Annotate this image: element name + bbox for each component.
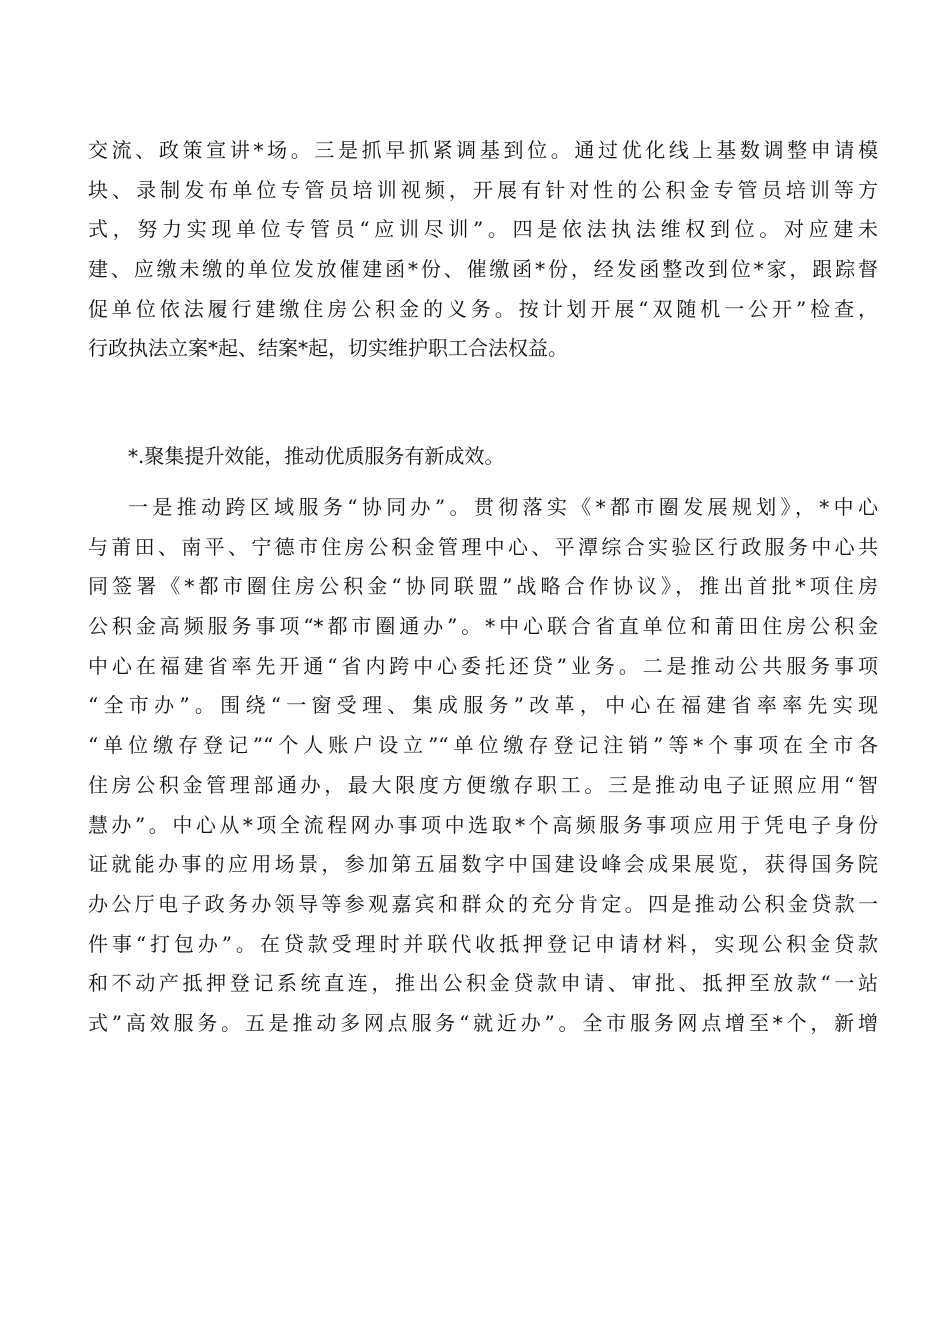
text-line: 交流、政策宣讲*场。三是抓早抓紧调基到位。通过优化线上基数调整申请模 xyxy=(88,138,878,162)
text-line: 建、应缴未缴的单位发放催建函*份、催缴函*份，经发函整改到位*家，跟踪督 xyxy=(88,257,878,282)
text-line: 一是推动跨区域服务“协同办”。贯彻落实《*都市圈发展规划》，*中心 xyxy=(128,495,878,519)
text-line: 办公厅电子政务办领导等参观嘉宾和群众的充分肯定。四是推动公积金贷款一 xyxy=(88,891,878,916)
text-line: 公积金高频服务事项“*都市圈通办”。*中心联合省直单位和莆田住房公积金 xyxy=(88,614,878,639)
text-line: “全市办”。围绕“一窗受理、集成服务”改革，中心在福建省率率先实现 xyxy=(88,693,878,718)
text-line: 和不动产抵押登记系统直连，推出公积金贷款申请、审批、抵押至放款“一站 xyxy=(88,971,878,996)
paragraph-1 xyxy=(88,131,878,369)
text-line: 式”高效服务。五是推动多网点服务“就近办”。全市服务网点增至*个，新增 xyxy=(88,1010,878,1035)
paragraph-3 xyxy=(88,488,878,1044)
text-line: 块、录制发布单位专管员培训视频，开展有针对性的公积金专管员培训等方 xyxy=(88,177,878,202)
text-line: “单位缴存登记”“个人账户设立”“单位缴存登记注销”等*个事项在全市各 xyxy=(88,733,878,758)
text-line: 住房公积金管理部通办，最大限度方便缴存职工。三是推动电子证照应用“智 xyxy=(88,772,878,797)
text-line: 证就能办事的应用场景，参加第五届数字中国建设峰会成果展览，获得国务院 xyxy=(88,852,878,877)
section-heading xyxy=(88,437,878,477)
text-line: 促单位依法履行建缴住房公积金的义务。按计划开展“双随机一公开”检查， xyxy=(88,296,878,321)
text-line: 件事“打包办”。在贷款受理时并联代收抵押登记申请材料，实现公积金贷款 xyxy=(88,931,878,956)
text-line: 式，努力实现单位专管员“应训尽训”。四是依法执法维权到位。对应建未 xyxy=(88,217,878,242)
text-line: 同签署《*都市圈住房公积金“协同联盟”战略合作协议》，推出首批*项住房 xyxy=(88,574,878,599)
text-line: 与莆田、南平、宁德市住房公积金管理中心、平潭综合实验区行政服务中心共 xyxy=(88,534,878,559)
text-line: 中心在福建省率先开通“省内跨中心委托还贷”业务。二是推动公共服务事项 xyxy=(88,653,878,678)
text-line: 慧办”。中心从*项全流程网办事项中选取*个高频服务事项应用于凭电子身份 xyxy=(88,812,878,837)
heading-line: *.聚集提升效能，推动优质服务有新成效。 xyxy=(128,444,505,468)
text-line: 行政执法立案*起、结案*起，切实维护职工合法权益。 xyxy=(88,336,568,361)
